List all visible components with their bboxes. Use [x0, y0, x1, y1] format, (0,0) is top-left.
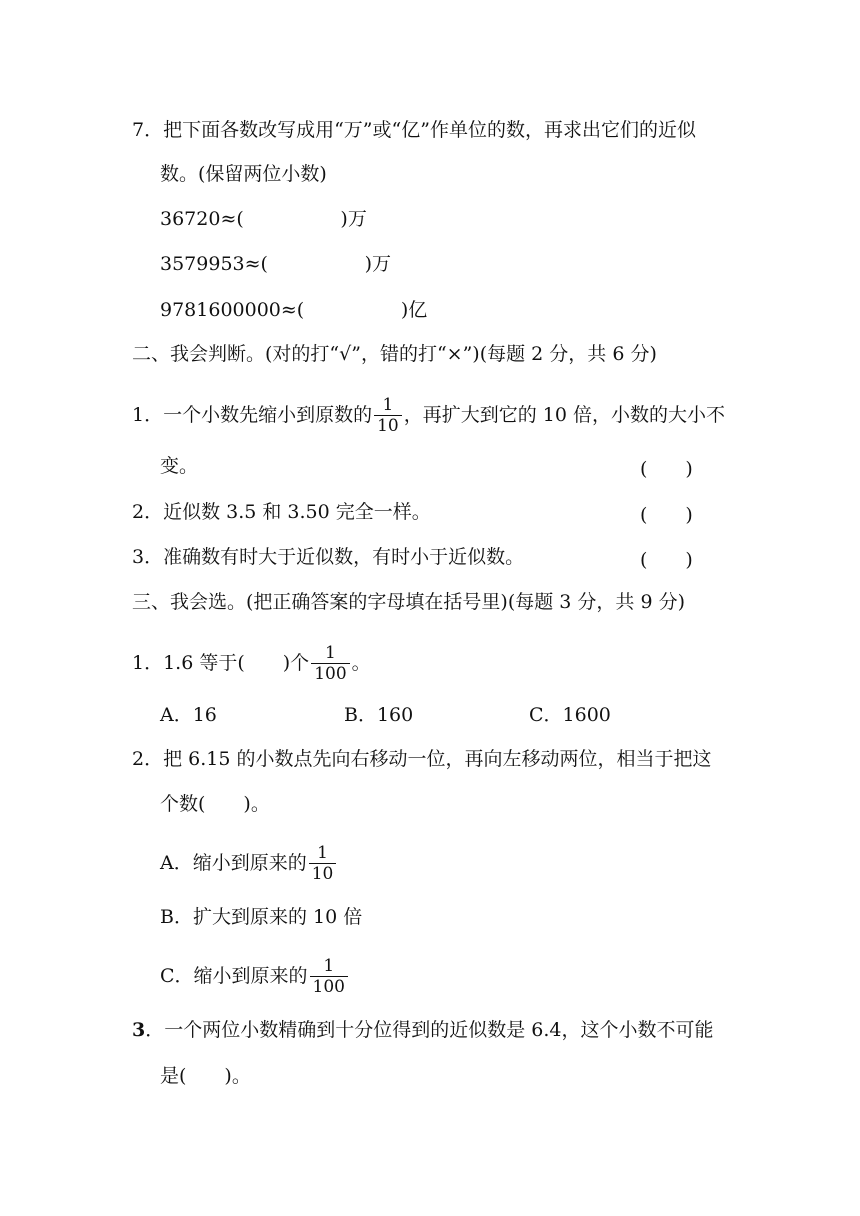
q7-item-2-expr: 3579953≈( — [160, 253, 268, 275]
s3-q2-option-b[interactable]: B．扩大到原来的 10 倍 — [160, 906, 363, 928]
s2-q1-text-after: ，再扩大到它的 10 倍，小数的大小不 — [403, 404, 726, 426]
s2-q2-text: 近似数 3.5 和 3.50 完全一样。 — [163, 501, 431, 523]
s3-q2-text-line2: 个数( )。 — [160, 793, 270, 815]
s3-q2-text-line1: 把 6.15 的小数点先向右移动一位，再向左移动两位，相当于把这 — [163, 748, 712, 770]
s3-q2-number: 2． — [132, 748, 164, 770]
q7-item-2 — [160, 252, 391, 276]
s2-q1-text-line2: 变。 — [160, 455, 199, 477]
q7-item-3 — [160, 298, 427, 322]
s3-q2-option-a-fraction — [309, 845, 337, 883]
s3-q3-text-line1: 一个两位小数精确到十分位得到的近似数是 6.4，这个小数不可能 — [164, 1019, 714, 1041]
s2-q3-number: 3． — [132, 546, 164, 568]
s2-q1-answer-blank[interactable]: ( ) — [640, 458, 693, 480]
s2-q1-text-before: 一个小数先缩小到原数的 — [163, 404, 373, 426]
s3-q1-text-after: 。 — [351, 652, 371, 674]
q7-item-1-unit: )万 — [340, 208, 367, 230]
q7-item-1 — [160, 207, 367, 231]
s3-q2-option-c-fraction — [310, 958, 348, 996]
s3-q1-line — [132, 645, 371, 683]
s3-q3-text-line2: 是( )。 — [160, 1065, 251, 1087]
s2-q2-number: 2． — [132, 501, 164, 523]
s3-q1-option-b[interactable]: B．160 — [344, 704, 414, 726]
s3-q1-option-a[interactable]: A．16 — [160, 704, 217, 726]
q7-item-2-blank[interactable] — [268, 253, 365, 275]
q7-item-1-expr: 36720≈( — [160, 208, 244, 230]
s3-q1-fraction — [311, 645, 349, 683]
q7-item-2-unit: )万 — [364, 253, 392, 275]
s2-q1-fraction — [374, 397, 402, 435]
s3-q2-option-c-num: 1 — [323, 956, 335, 976]
q7-item-3-unit: )亿 — [400, 299, 428, 321]
s3-q1-text-before: 1.6 等于( )个 — [163, 652, 310, 674]
s3-q1-frac-den: 100 — [311, 663, 349, 683]
s3-q2-option-a-den: 10 — [309, 863, 337, 883]
s3-q3-number: 3 — [132, 1019, 146, 1041]
s3-q3-number-sep: ． — [145, 1019, 165, 1041]
s3-q2-line1 — [132, 747, 711, 771]
q7-text-line1: 把下面各数改写成用“万”或“亿”作单位的数，再求出它们的近似 — [163, 119, 696, 141]
s3-q1-frac-num: 1 — [325, 643, 336, 663]
s2-q2 — [132, 500, 431, 524]
q7-item-3-blank[interactable] — [304, 299, 401, 321]
s3-q2-option-a-text: A．缩小到原来的 — [160, 852, 307, 874]
q7-line1 — [132, 118, 696, 142]
section2-heading: 二、我会判断。(对的打“√”，错的打“×”)(每题 2 分，共 6 分) — [132, 343, 657, 365]
s2-q1-line1 — [132, 397, 725, 435]
s3-q2-option-c-den: 100 — [310, 976, 348, 996]
q7-item-1-blank[interactable] — [244, 208, 341, 230]
s2-q2-answer-blank[interactable]: ( ) — [640, 504, 693, 526]
s2-q1-number: 1． — [132, 404, 164, 426]
section3-heading: 三、我会选。(把正确答案的字母填在括号里)(每题 3 分，共 9 分) — [132, 591, 685, 613]
s2-q3 — [132, 545, 524, 569]
q7-text-line2: 数。(保留两位小数) — [160, 163, 327, 185]
s3-q2-option-a[interactable] — [160, 845, 338, 883]
s3-q1-number: 1． — [132, 652, 164, 674]
s2-q3-answer-blank[interactable]: ( ) — [640, 549, 693, 571]
s2-q1-frac-den: 10 — [374, 415, 402, 435]
s2-q3-text: 准确数有时大于近似数，有时小于近似数。 — [163, 546, 525, 568]
s3-q2-option-c-text: C．缩小到原来的 — [160, 965, 308, 987]
s3-q2-option-a-num: 1 — [317, 843, 328, 863]
q7-number: 7． — [132, 119, 164, 141]
s3-q2-option-c[interactable] — [160, 958, 350, 996]
s3-q1-option-c[interactable]: C．1600 — [529, 704, 611, 726]
s3-q3-line1 — [132, 1018, 714, 1042]
s2-q1-frac-num: 1 — [382, 395, 394, 415]
q7-item-3-expr: 9781600000≈( — [160, 299, 305, 321]
